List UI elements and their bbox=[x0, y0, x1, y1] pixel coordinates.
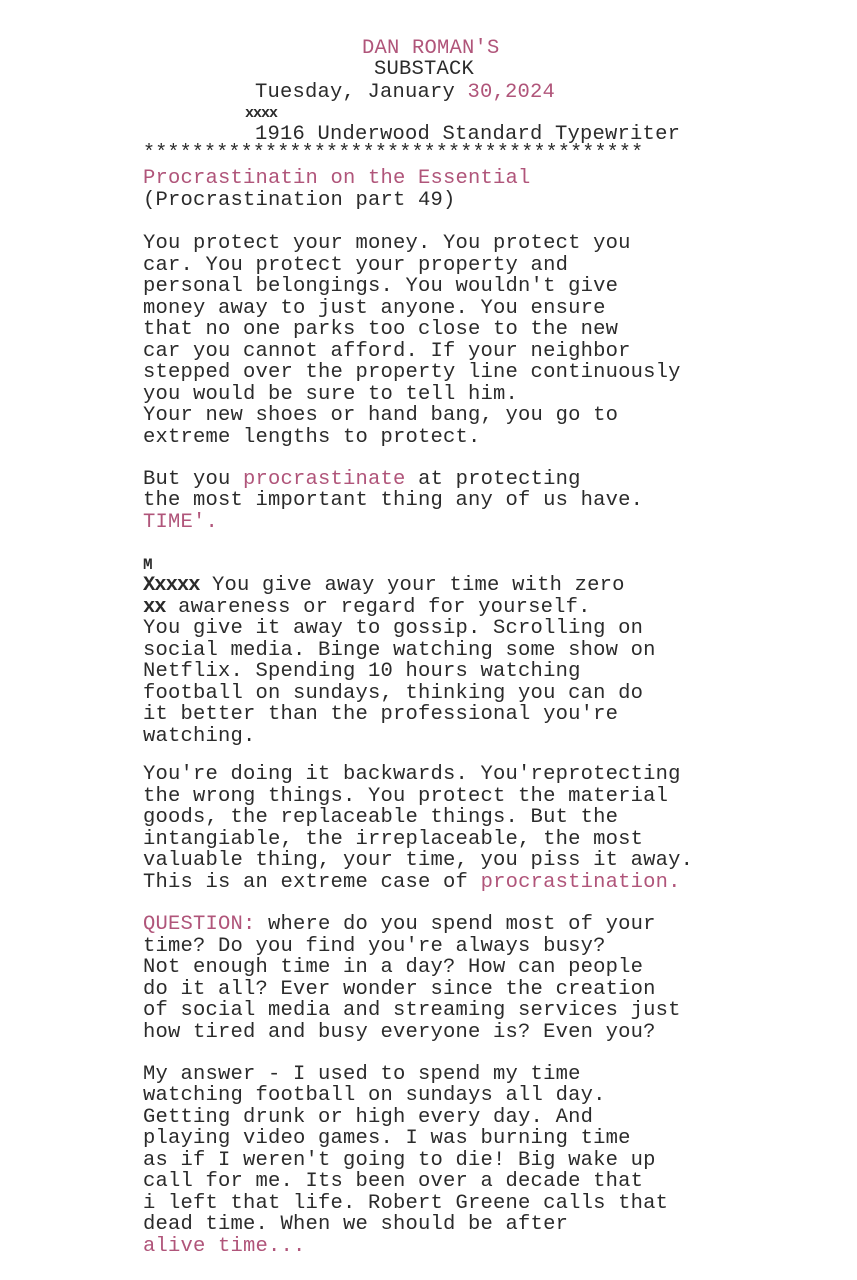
text-line: do it all? Ever wonder since the creation bbox=[143, 978, 656, 1001]
text-line: stepped over the property line continuously bbox=[143, 361, 681, 384]
struck-mark: M bbox=[143, 556, 152, 574]
text-line: car. You protect your property and bbox=[143, 254, 569, 277]
text-line: Not enough time in a day? How can people bbox=[143, 956, 644, 979]
text-segment: awareness or regard for yourself. bbox=[165, 596, 591, 619]
text-line: You give it away to gossip. Scrolling on bbox=[143, 617, 644, 640]
text-line: intangiable, the irreplaceable, the most bbox=[143, 828, 644, 851]
text-line: Your new shoes or hand bang, you go to bbox=[143, 404, 619, 427]
text-line: You protect your money. You protect you bbox=[143, 232, 631, 255]
text-line: the most important thing any of us have. bbox=[143, 489, 644, 512]
highlight-word: alive time... bbox=[143, 1235, 306, 1258]
text-line: that no one parks too close to the new bbox=[143, 318, 619, 341]
text-line: personal belongings. You wouldn't give bbox=[143, 275, 619, 298]
text-line bbox=[143, 575, 625, 597]
highlight-word: procrastination. bbox=[480, 871, 681, 894]
text-line: Netflix. Spending 10 hours watching bbox=[143, 660, 581, 683]
text-line: football on sundays, thinking you can do bbox=[143, 682, 644, 705]
text-segment: This is an extreme case of bbox=[143, 871, 481, 894]
text-line: as if I weren't going to die! Big wake up bbox=[143, 1149, 656, 1172]
date-line bbox=[255, 82, 555, 104]
text-line: watching. bbox=[143, 725, 256, 748]
text-line: i left that life. Robert Greene calls that bbox=[143, 1192, 669, 1215]
asterisk-rule: ***************************************** bbox=[143, 142, 644, 165]
text-line: it better than the professional you're bbox=[143, 703, 619, 726]
text-segment: You give away your time with zero bbox=[199, 574, 625, 597]
text-line: how tired and busy everyone is? Even you? bbox=[143, 1021, 656, 1044]
text-line: You're doing it backwards. You'reprotecting bbox=[143, 763, 681, 786]
struck-text: Xxxxx bbox=[143, 574, 200, 597]
text-line: you would be sure to tell him. bbox=[143, 383, 519, 406]
text-line: playing video games. I was burning time bbox=[143, 1127, 631, 1150]
highlight-word: procrastinate bbox=[243, 468, 406, 491]
text-line: social media. Binge watching some show on bbox=[143, 639, 656, 662]
text-segment: where do you spend most of your bbox=[255, 913, 656, 936]
text-line: car you cannot afford. If your neighbor bbox=[143, 340, 631, 363]
text-line: Getting drunk or high every day. And bbox=[143, 1106, 594, 1129]
text-line: watching football on sundays all day. bbox=[143, 1084, 606, 1107]
date-rest: 30,2024 bbox=[467, 81, 556, 104]
text-segment: at protecting bbox=[405, 468, 581, 491]
text-line: My answer - I used to spend my time bbox=[143, 1063, 581, 1086]
text-line: money away to just anyone. You ensure bbox=[143, 297, 606, 320]
text-line: dead time. When we should be after bbox=[143, 1213, 569, 1236]
question-label: QUESTION: bbox=[143, 913, 256, 936]
highlight-word: TIME'. bbox=[143, 511, 219, 534]
text-line bbox=[143, 469, 581, 491]
post-title: Procrastinatin on the Essential bbox=[143, 167, 531, 190]
struck-text: xx bbox=[143, 596, 166, 619]
author-line: DAN ROMAN'S bbox=[362, 37, 500, 60]
text-line: call for me. Its been over a decade that bbox=[143, 1170, 644, 1193]
text-line: of social media and streaming services just bbox=[143, 999, 681, 1022]
text-line bbox=[143, 872, 681, 894]
text-line: goods, the replaceable things. But the bbox=[143, 806, 619, 829]
struck-text: xxxx bbox=[245, 105, 278, 122]
text-line: valuable thing, your time, you piss it away. bbox=[143, 849, 694, 872]
text-line bbox=[143, 597, 591, 619]
text-line bbox=[143, 914, 656, 936]
post-subtitle: (Procrastination part 49) bbox=[143, 189, 456, 212]
text-line: the wrong things. You protect the material bbox=[143, 785, 669, 808]
typewriter-line: 1916 Underwood Standard Typewriter bbox=[255, 123, 681, 146]
text-segment: But you bbox=[143, 468, 244, 491]
publication-line: SUBSTACK bbox=[374, 58, 475, 81]
text-line: extreme lengths to protect. bbox=[143, 426, 481, 449]
text-line: time? Do you find you're always busy? bbox=[143, 935, 606, 958]
date-weekday: Tuesday, January bbox=[255, 81, 468, 104]
